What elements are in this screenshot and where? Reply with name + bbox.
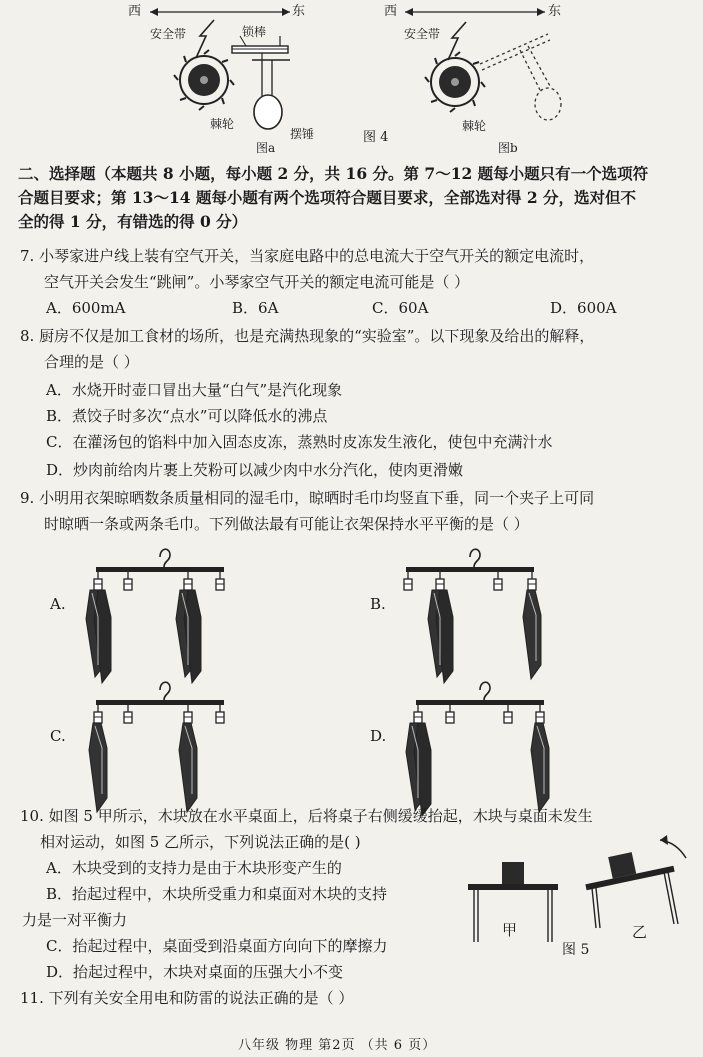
q10-option-d[interactable]: D．抬起过程中，木块对桌面的压强大小不变: [46, 963, 344, 981]
west-label: 西: [128, 4, 142, 19]
caption-b: 图b: [498, 141, 518, 155]
east-label-b: 东: [548, 4, 562, 19]
page-footer: 八年级 物理 第2页 （共 6 页）: [238, 1038, 437, 1053]
q10-option-c[interactable]: C．抬起过程中，桌面受到沿桌面方向向下的摩擦力: [46, 937, 388, 955]
q9-stem-line-1: 9. 小明用衣架晾晒数条质量相同的湿毛巾，晾晒时毛巾均竖直下垂，同一个夹子上可同: [20, 489, 595, 507]
figure-5-caption: 图 5: [562, 942, 590, 958]
q7-option-b[interactable]: B．6A: [232, 299, 279, 317]
section-2-line-1: 二、选择题（本题共 8 小题，每小题 2 分，共 16 分。第 7～12 题每小题只有一个选项符: [18, 164, 649, 183]
q7-option-a[interactable]: A．600mA: [46, 299, 126, 317]
caption-a: 图a: [256, 141, 276, 155]
seatbelt-label-b: 安全带: [404, 27, 441, 41]
q7-stem-line-1: 7. 小琴家进户线上装有空气开关，当家庭电路中的总电流大于空气开关的额定电流时，: [20, 247, 595, 265]
figure-5-label-jia: 甲: [502, 921, 518, 939]
section-2-line-2: 合题目要求；第 13～14 题每小题有两个选项符合题目要求，全部选对得 2 分，选对但不: [18, 188, 637, 207]
ratchet-label-b: 棘轮: [462, 119, 487, 133]
q9-option-d-label[interactable]: D.: [370, 727, 387, 745]
ratchet-label-a: 棘轮: [210, 117, 235, 131]
q7-option-c[interactable]: C．60A: [372, 299, 429, 317]
q7-option-d[interactable]: D．600A: [550, 299, 617, 317]
q10-stem-line-1: 10. 如图 5 甲所示，木块放在水平桌面上，后将桌子右侧缓缓抬起，木块与桌面未发生: [20, 807, 593, 825]
q8-option-b[interactable]: B．煮饺子时多次“点水”可以降低水的沸点: [46, 407, 328, 425]
q9-option-b-label[interactable]: B.: [370, 595, 386, 613]
east-label: 东: [292, 4, 306, 19]
q9-option-c-label[interactable]: C.: [50, 727, 66, 745]
lock-bar-label: 锁棒: [242, 25, 267, 39]
pendulum-label: 摆锤: [290, 127, 315, 141]
q7-stem-line-2: 空气开关会发生“跳闸”。小琴家空气开关的额定电流可能是（ ）: [44, 273, 470, 291]
figure-5-label-yi: 乙: [632, 923, 648, 941]
q8-stem-line-2: 合理的是（ ）: [44, 353, 139, 371]
q10-option-b-line-2[interactable]: 力是一对平衡力: [22, 911, 128, 929]
west-label-b: 西: [384, 4, 398, 19]
q11-stem: 11. 下列有关安全用电和防雷的说法正确的是（ ）: [20, 989, 354, 1007]
figure-4-title: 图 4: [363, 130, 389, 145]
q9-option-a-label[interactable]: A.: [50, 595, 66, 613]
q8-option-a[interactable]: A．水烧开时壶口冒出大量“白气”是汽化现象: [46, 381, 343, 399]
section-2-line-3: 全的得 1 分，有错选的得 0 分）: [18, 212, 248, 231]
q8-stem-line-1: 8. 厨房不仅是加工食材的场所，也是充满热现象的“实验室”。以下现象及给出的解释，: [20, 327, 595, 345]
q8-option-d[interactable]: D．炒肉前给肉片裹上芡粉可以减少肉中水分汽化，使肉更滑嫩: [46, 461, 464, 479]
q8-option-c[interactable]: C．在灌汤包的馅料中加入固态皮冻，蒸熟时皮冻发生液化，使包中充满汁水: [46, 433, 553, 451]
q9-stem-line-2: 时晾晒一条或两条毛巾。下列做法最有可能让衣架保持水平平衡的是（ ）: [44, 515, 529, 533]
figure-5-tilted-table: [581, 835, 686, 928]
q10-option-a[interactable]: A．木块受到的支持力是由于木块形变产生的: [46, 859, 342, 877]
seatbelt-label-a: 安全带: [150, 27, 187, 41]
q10-option-b-line-1[interactable]: B．抬起过程中，木块所受重力和桌面对木块的支持: [46, 885, 388, 903]
q10-stem-line-2: 相对运动，如图 5 乙所示，下列说法正确的是( ): [40, 833, 361, 851]
